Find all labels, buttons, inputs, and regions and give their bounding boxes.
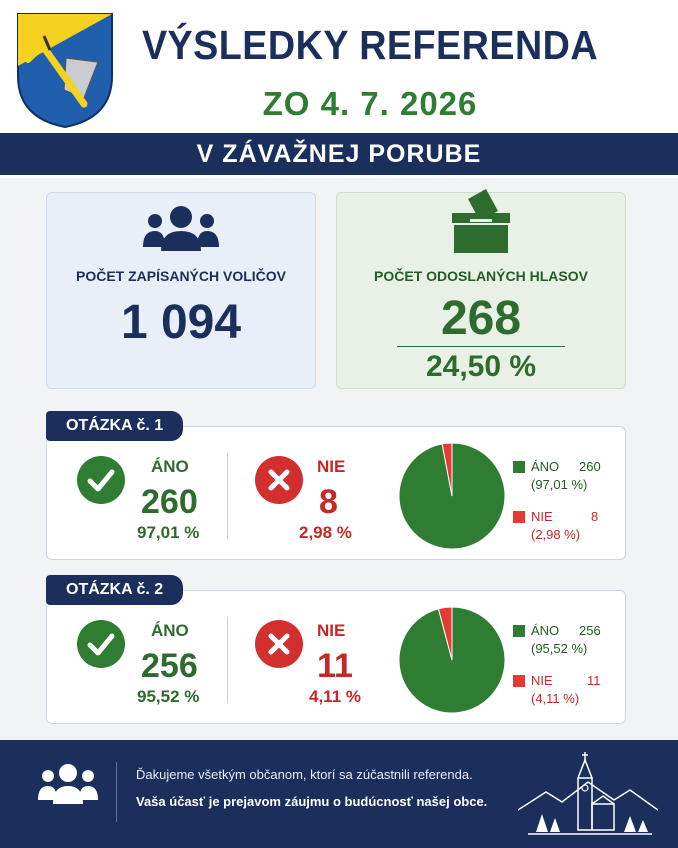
- q2-pie-chart: [397, 605, 507, 715]
- footer-thanks: Ďakujeme všetkým občanom, ktorí sa zúčastnili referenda.: [136, 767, 473, 782]
- page-title: VÝSLEDKY REFERENDA: [141, 22, 599, 68]
- q1-legend-no-value: 8: [591, 509, 599, 524]
- q2-no-label: NIE: [317, 621, 346, 640]
- cross-icon: [255, 456, 303, 504]
- votes-divider: [397, 346, 565, 347]
- footer-separator: [116, 762, 117, 822]
- q1-no-label: NIE: [317, 457, 346, 476]
- q2-legend-yes-percent: (95,52 %): [531, 641, 588, 656]
- votes-label: POČET ODOSLANÝCH HLASOV: [374, 268, 588, 284]
- q2-legend-yes-value: 256: [579, 623, 601, 638]
- q2-separator: [227, 617, 228, 703]
- q1-legend-no-percent: (2,98 %): [531, 527, 581, 542]
- q2-legend-no-swatch: [513, 675, 525, 687]
- question-1-card: [46, 426, 626, 560]
- cross-icon: [255, 620, 303, 668]
- q2-yes-label: ÁNO: [151, 621, 189, 640]
- subtitle-band: V ZÁVAŽNEJ PORUBE: [0, 133, 678, 175]
- church-landscape-icon: [518, 748, 658, 840]
- q1-no-percent: 2,98 %: [299, 523, 352, 542]
- q1-yes-label: ÁNO: [151, 457, 189, 476]
- ballot-box-icon: [446, 185, 516, 257]
- question-2-card: [46, 590, 626, 724]
- q1-pie-chart: [397, 441, 507, 551]
- check-icon: [77, 620, 125, 668]
- q1-yes-value: 260: [141, 483, 198, 521]
- voters-value: 1 094: [120, 296, 242, 349]
- q1-legend-yes-swatch: [513, 461, 525, 473]
- check-icon: [77, 456, 125, 504]
- footer-message: Vaša účasť je prejavom záujmu o budúcnosť našej obce.: [136, 794, 488, 809]
- coat-of-arms-icon: [14, 10, 116, 130]
- q2-yes-value: 256: [141, 647, 198, 685]
- q1-yes-percent: 97,01 %: [137, 523, 200, 542]
- q1-legend-no-swatch: [513, 511, 525, 523]
- q1-legend-no-label: NIE: [531, 509, 553, 524]
- q2-legend-yes-label: ÁNO: [531, 623, 560, 638]
- turnout-percent: 24,50 %: [425, 350, 537, 383]
- q2-no-value: 11: [317, 647, 353, 685]
- q2-yes-percent: 95,52 %: [137, 687, 200, 706]
- q1-legend-yes-percent: (97,01 %): [531, 477, 588, 492]
- q2-legend-no-percent: (4,11 %): [531, 691, 580, 706]
- q2-legend-no-value: 11: [587, 673, 601, 688]
- footer: [0, 740, 678, 848]
- q1-legend-yes-value: 260: [579, 459, 601, 474]
- page-date: ZO 4. 7. 2026: [262, 85, 478, 122]
- q2-legend-yes-swatch: [513, 625, 525, 637]
- q1-legend-yes-label: ÁNO: [531, 459, 560, 474]
- q1-no-value: 8: [319, 483, 338, 521]
- people-icon: [36, 760, 100, 808]
- question-2-tag: OTÁZKA č. 2: [46, 575, 183, 605]
- people-icon: [141, 203, 221, 257]
- q2-legend-no-label: NIE: [531, 673, 553, 688]
- votes-card: [336, 192, 626, 389]
- q1-separator: [227, 453, 228, 539]
- votes-value: 268: [440, 292, 522, 345]
- voters-label: POČET ZAPÍSANÝCH VOLIČOV: [75, 268, 287, 284]
- voters-card: [46, 192, 316, 389]
- q2-no-percent: 4,11 %: [309, 687, 361, 706]
- question-1-tag: OTÁZKA č. 1: [46, 411, 183, 441]
